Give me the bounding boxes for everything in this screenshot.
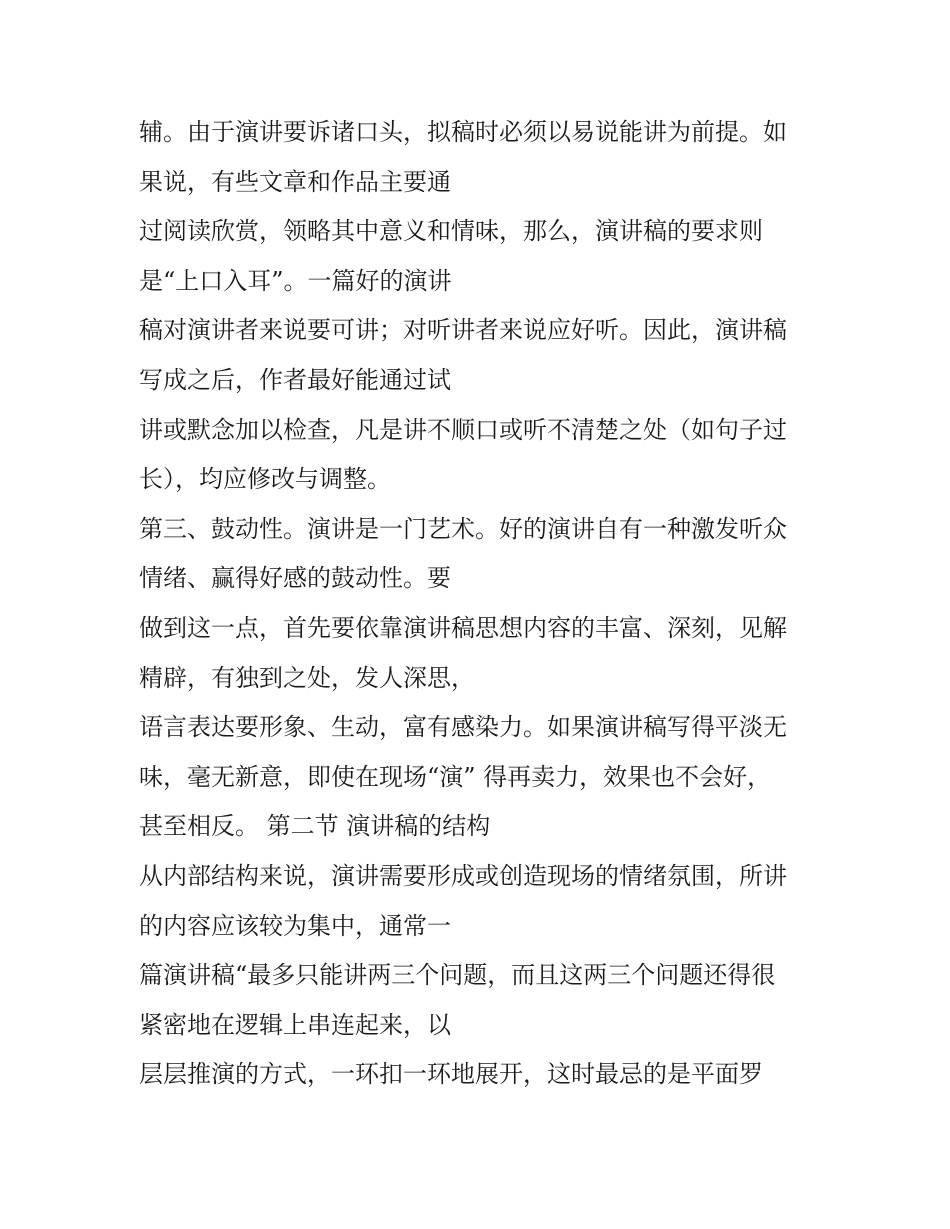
text-line: 长），均应修改与调整。 — [139, 465, 391, 494]
text-line: 从内部结构来说，演讲需要形成或创造现场的情绪氛围，所讲 — [139, 861, 787, 890]
text-line: 精辟，有独到之处，发人深思， — [139, 663, 475, 692]
text-line: 甚至相反。 第二节 演讲稿的结构 — [139, 812, 491, 841]
text-line: 紧密地在逻辑上串连起来，以 — [139, 1010, 451, 1039]
text-line: 味，毫无新意，即使在现场“演” 得再卖力，效果也不会好， — [139, 762, 772, 791]
text-line: 语言表达要形象、生动，富有感染力。如果演讲稿写得平淡无 — [139, 713, 787, 742]
text-line: 情绪、赢得好感的鼓动性。要 — [139, 564, 451, 593]
text-line: 的内容应该较为集中，通常一 — [139, 911, 451, 940]
text-line: 篇演讲稿“最多只能讲两三个问题，而且这两三个问题还得很 — [139, 961, 776, 990]
text-line: 过阅读欣赏，领略其中意义和情味，那么，演讲稿的要求则 — [139, 217, 763, 246]
text-line: 稿对演讲者来说要可讲；对听讲者来说应好听。因此，演讲稿 — [139, 316, 787, 345]
text-line: 讲或默念加以检查，凡是讲不顺口或听不清楚之处（如句子过 — [139, 415, 787, 444]
text-line: 果说，有些文章和作品主要通 — [139, 167, 451, 196]
body-text — [139, 108, 839, 1100]
text-line: 写成之后，作者最好能通过试 — [139, 365, 451, 394]
text-line: 做到这一点，首先要依靠演讲稿思想内容的丰富、深刻，见解 — [139, 613, 787, 642]
text-line: 层层推演的方式，一环扣一环地展开，这时最忌的是平面罗 — [139, 1060, 763, 1089]
text-line: 是“上口入耳”。一篇好的演讲 — [139, 266, 452, 295]
text-line: 第三、鼓动性。演讲是一门艺术。好的演讲自有一种激发听众 — [139, 514, 787, 543]
text-line: 辅。由于演讲要诉诸口头，拟稿时必须以易说能讲为前提。如 — [139, 118, 787, 146]
